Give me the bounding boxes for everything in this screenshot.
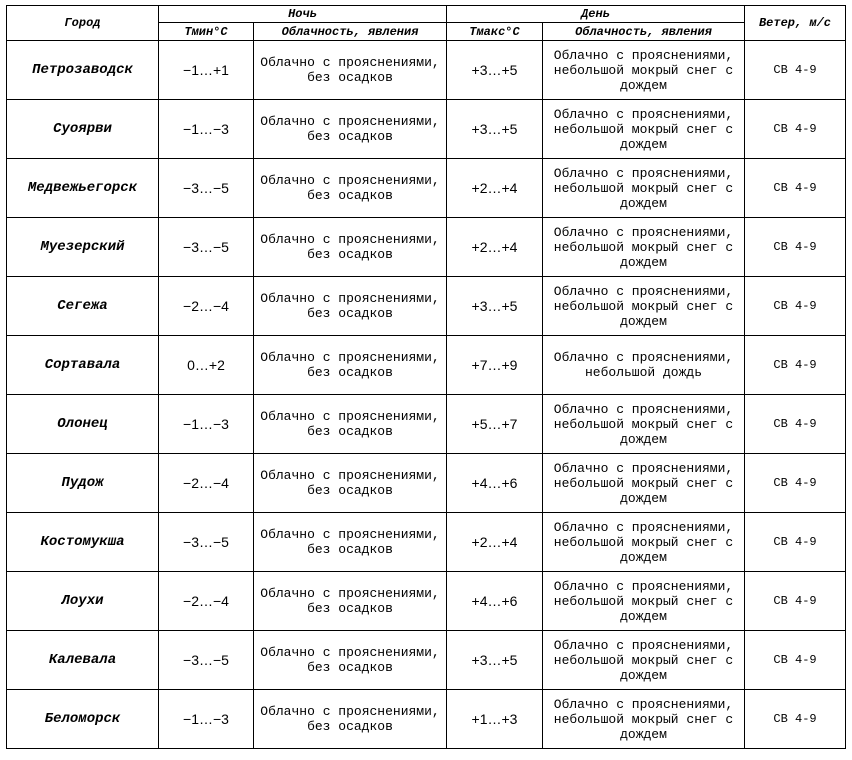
wind-column-header: Ветер, м/с xyxy=(745,6,846,41)
night-conditions-text: Облачно с прояснениями, без осадков xyxy=(260,704,440,734)
day-temperature: +7…+9 xyxy=(447,336,543,395)
day-conditions-text: Облачно с прояснениями, небольшой мокрый снег с дождем xyxy=(553,165,734,211)
night-group-header: Ночь xyxy=(159,6,447,23)
city-name: Суоярви xyxy=(7,100,159,159)
table-row xyxy=(7,277,846,336)
day-conditions xyxy=(543,336,745,395)
table-row xyxy=(7,631,846,690)
day-conditions-text: Облачно с прояснениями, небольшой мокрый снег с дождем xyxy=(553,47,734,93)
night-conditions xyxy=(254,100,447,159)
night-conditions xyxy=(254,572,447,631)
night-conditions-text: Облачно с прояснениями, без осадков xyxy=(260,232,440,262)
day-conditions xyxy=(543,100,745,159)
night-temperature: −2…−4 xyxy=(159,277,254,336)
day-group-header: День xyxy=(447,6,745,23)
table-row xyxy=(7,454,846,513)
day-temperature: +3…+5 xyxy=(447,631,543,690)
night-conditions xyxy=(254,218,447,277)
forecast-table xyxy=(6,5,846,749)
night-conditions xyxy=(254,336,447,395)
city-name: Беломорск xyxy=(7,690,159,749)
night-conditions xyxy=(254,513,447,572)
night-conditions xyxy=(254,454,447,513)
day-conditions-text: Облачно с прояснениями, небольшой мокрый снег с дождем xyxy=(553,401,734,447)
night-temperature: −1…−3 xyxy=(159,690,254,749)
city-name: Сегежа xyxy=(7,277,159,336)
night-conditions-text: Облачно с прояснениями, без осадков xyxy=(260,409,440,439)
city-name: Муезерский xyxy=(7,218,159,277)
day-conditions-text: Облачно с прояснениями, небольшой мокрый снег с дождем xyxy=(553,519,734,565)
city-name: Сортавала xyxy=(7,336,159,395)
day-conditions-text: Облачно с прояснениями, небольшой мокрый снег с дождем xyxy=(553,106,734,152)
table-row xyxy=(7,395,846,454)
night-temperature: −2…−4 xyxy=(159,572,254,631)
night-conditions xyxy=(254,277,447,336)
night-conditions xyxy=(254,631,447,690)
city-name: Лоухи xyxy=(7,572,159,631)
day-conditions xyxy=(543,454,745,513)
city-name: Костомукша xyxy=(7,513,159,572)
day-conditions xyxy=(543,572,745,631)
wind-value: СВ 4-9 xyxy=(745,395,846,454)
day-temperature: +2…+4 xyxy=(447,159,543,218)
wind-value: СВ 4-9 xyxy=(745,690,846,749)
night-conditions-text: Облачно с прояснениями, без осадков xyxy=(260,586,440,616)
city-name: Олонец xyxy=(7,395,159,454)
night-conditions-text: Облачно с прояснениями, без осадков xyxy=(260,350,440,380)
day-temperature: +4…+6 xyxy=(447,572,543,631)
day-temperature: +4…+6 xyxy=(447,454,543,513)
day-conditions-text: Облачно с прояснениями, небольшой мокрый снег с дождем xyxy=(553,460,734,506)
day-conditions-text: Облачно с прояснениями, небольшой дождь xyxy=(553,350,734,380)
table-row xyxy=(7,513,846,572)
day-conditions xyxy=(543,41,745,100)
table-body xyxy=(7,41,846,749)
day-temperature: +1…+3 xyxy=(447,690,543,749)
night-conditions-text: Облачно с прояснениями, без осадков xyxy=(260,468,440,498)
day-temperature: +5…+7 xyxy=(447,395,543,454)
table-row xyxy=(7,572,846,631)
wind-value: СВ 4-9 xyxy=(745,572,846,631)
city-column-header: Город xyxy=(7,6,159,41)
day-temperature: +3…+5 xyxy=(447,100,543,159)
night-conditions-text: Облачно с прояснениями, без осадков xyxy=(260,527,440,557)
day-conditions-text: Облачно с прояснениями, небольшой мокрый снег с дождем xyxy=(553,224,734,270)
day-conditions-text: Облачно с прояснениями, небольшой мокрый снег с дождем xyxy=(553,283,734,329)
night-temperature: −3…−5 xyxy=(159,513,254,572)
night-conditions-text: Облачно с прояснениями, без осадков xyxy=(260,173,440,203)
night-conditions xyxy=(254,690,447,749)
day-temperature: +3…+5 xyxy=(447,41,543,100)
wind-value: СВ 4-9 xyxy=(745,454,846,513)
day-conditions-text: Облачно с прояснениями, небольшой мокрый снег с дождем xyxy=(553,696,734,742)
table-row xyxy=(7,159,846,218)
night-temperature: −3…−5 xyxy=(159,631,254,690)
night-conditions xyxy=(254,159,447,218)
city-name: Петрозаводск xyxy=(7,41,159,100)
city-name: Пудож xyxy=(7,454,159,513)
day-conditions-text: Облачно с прояснениями, небольшой мокрый снег с дождем xyxy=(553,578,734,624)
day-conditions xyxy=(543,513,745,572)
night-temperature: −1…−3 xyxy=(159,395,254,454)
night-temperature: 0…+2 xyxy=(159,336,254,395)
day-conditions xyxy=(543,690,745,749)
night-conditions-text: Облачно с прояснениями, без осадков xyxy=(260,114,440,144)
wind-value: СВ 4-9 xyxy=(745,631,846,690)
city-name: Калевала xyxy=(7,631,159,690)
wind-value: СВ 4-9 xyxy=(745,218,846,277)
wind-value: СВ 4-9 xyxy=(745,513,846,572)
night-conditions-header: Облачность, явления xyxy=(254,23,447,41)
city-name: Медвежьегорск xyxy=(7,159,159,218)
day-conditions xyxy=(543,218,745,277)
table-row xyxy=(7,690,846,749)
table-row xyxy=(7,218,846,277)
night-temperature: −2…−4 xyxy=(159,454,254,513)
table-row xyxy=(7,41,846,100)
day-temperature: +2…+4 xyxy=(447,218,543,277)
wind-value: СВ 4-9 xyxy=(745,277,846,336)
wind-value: СВ 4-9 xyxy=(745,100,846,159)
day-conditions-text: Облачно с прояснениями, небольшой мокрый снег с дождем xyxy=(553,637,734,683)
tmax-column-header: Тмакс°С xyxy=(447,23,543,41)
night-conditions-text: Облачно с прояснениями, без осадков xyxy=(260,645,440,675)
wind-value: СВ 4-9 xyxy=(745,159,846,218)
night-conditions-text: Облачно с прояснениями, без осадков xyxy=(260,55,440,85)
night-temperature: −1…+1 xyxy=(159,41,254,100)
night-temperature: −3…−5 xyxy=(159,218,254,277)
wind-value: СВ 4-9 xyxy=(745,41,846,100)
day-conditions xyxy=(543,395,745,454)
night-conditions xyxy=(254,395,447,454)
wind-value: СВ 4-9 xyxy=(745,336,846,395)
table-header xyxy=(7,6,846,41)
tmin-column-header: Тмин°С xyxy=(159,23,254,41)
night-conditions-text: Облачно с прояснениями, без осадков xyxy=(260,291,440,321)
table-row xyxy=(7,336,846,395)
day-conditions xyxy=(543,159,745,218)
night-conditions xyxy=(254,41,447,100)
night-temperature: −1…−3 xyxy=(159,100,254,159)
day-conditions xyxy=(543,631,745,690)
night-temperature: −3…−5 xyxy=(159,159,254,218)
day-conditions xyxy=(543,277,745,336)
day-conditions-header: Облачность, явления xyxy=(543,23,745,41)
table-row xyxy=(7,100,846,159)
day-temperature: +3…+5 xyxy=(447,277,543,336)
day-temperature: +2…+4 xyxy=(447,513,543,572)
